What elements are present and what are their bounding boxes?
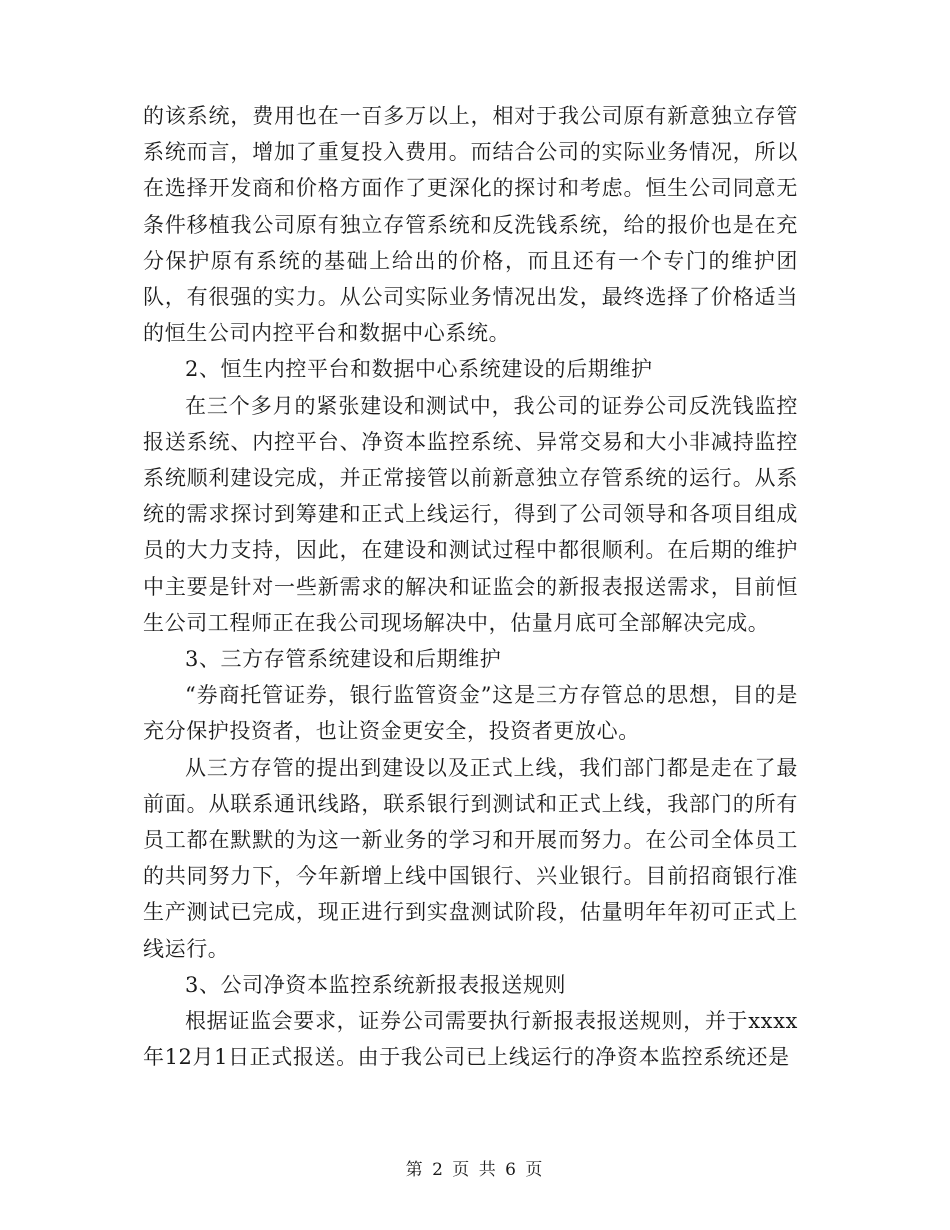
heading-3-depository: 3、三方存管系统建设和后期维护	[185, 647, 502, 672]
paragraph-1: 的该系统，费用也在一百多万以上，相对于我公司原有新意独立存管系统而言，增加了重复投入费用。而结合公司的实际业务情况，所以在选择开发商和价格方面作了更深化的探讨和考虑。恒生公司同意无条件移植我公司原有独立存管系统和反洗钱系统，给的报价也是在充分保护原有系统的基础上给出的价格，而且还有一个专门的维护团队，有很强的实力。从公司实际业务情况出发，最终选择了价格适当的恒生公司内控平台和数据中心系统。	[143, 104, 798, 346]
paragraph-2: 在三个多月的紧张建设和测试中，我公司的证券公司反洗钱监控报送系统、内控平台、净资本监控系统、异常交易和大小非减持监控系统顺利建设完成，并正常接管以前新意独立存管系统的运行。从系统的需求探讨到筹建和正式上线运行，得到了公司领导和各项目组成员的大力支持，因此，在建设和测试过程中都很顺利。在后期的维护中主要是针对一些新需求的解决和证监会的新报表报送需求，目前恒生公司工程师正在我公司现场解决中，估量月底可全部解决完成。	[143, 393, 798, 635]
paragraph-5: 根据证监会要求，证券公司需要执行新报表报送规则，并于xxxx年12月1日正式报送。由于我公司已上线运行的净资本监控系统还是	[143, 1009, 798, 1070]
heading-2-maintenance: 2、恒生内控平台和数据中心系统建设的后期维护	[185, 357, 653, 382]
page-footer: 第 2 页 共 6 页	[405, 1160, 545, 1180]
heading-3-net-capital: 3、公司净资本监控系统新报表报送规则	[185, 972, 567, 997]
paragraph-4: 从三方存管的提出到建设以及正式上线，我们部门都是走在了最前面。从联系通讯线路，联系银行到测试和正式上线，我部门的所有员工都在默默的为这一新业务的学习和开展而努力。在公司全体员工的共同努力下，今年新增上线中国银行、兴业银行。目前招商银行准生产测试已完成，现正进行到实盘测试阶段，估量明年年初可正式上线运行。	[143, 755, 798, 961]
paragraph-3: “券商托管证券，银行监管资金”这是三方存管总的思想，目的是充分保护投资者，也让资金更安全，投资者更放心。	[143, 683, 798, 744]
document-body	[143, 98, 798, 1075]
